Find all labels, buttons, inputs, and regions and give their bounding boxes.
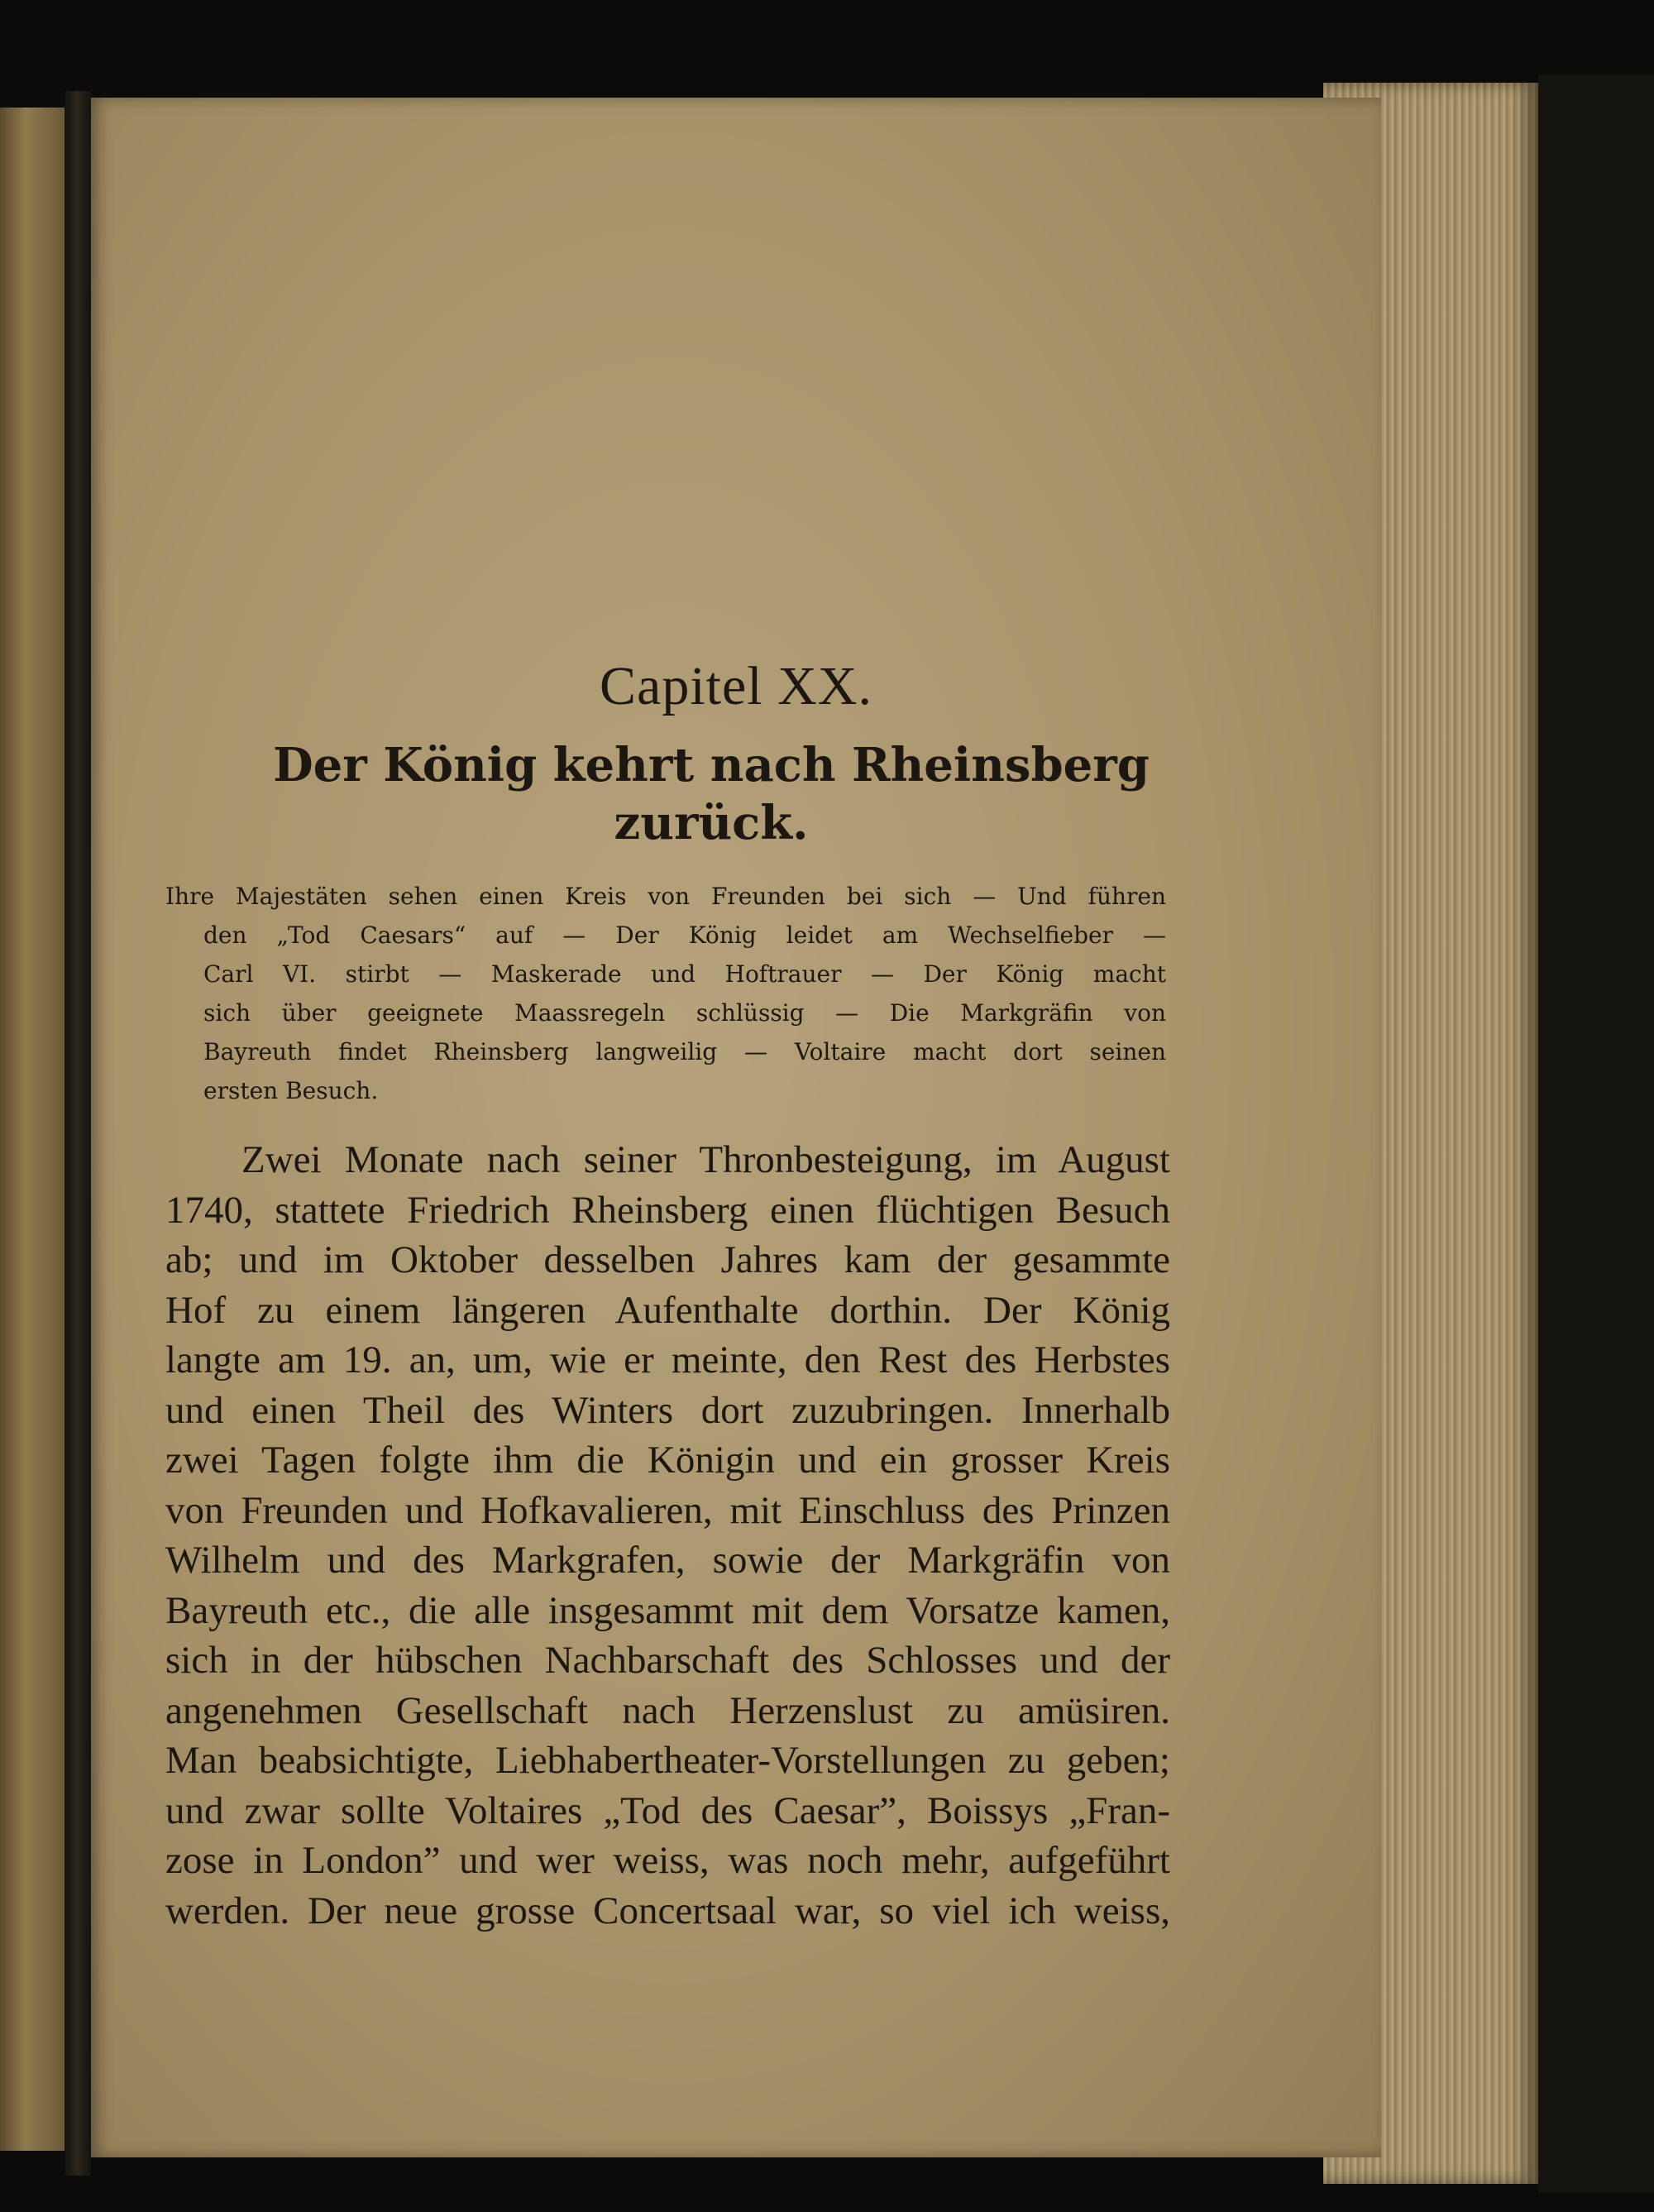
chapter-label: Capitel XX. bbox=[600, 656, 872, 716]
body-text bbox=[165, 1135, 1170, 1936]
summary-line: Ihre Majestäten sehen einen Kreis von Freunden bei sich — Und führen bbox=[165, 883, 1166, 910]
body-line: sich in der hübschen Nachbarschaft des Schlosses und der bbox=[165, 1639, 1170, 1682]
chapter-title: Der König kehrt nach Rheinsberg zurück. bbox=[273, 738, 1150, 850]
chapter-summary bbox=[165, 877, 1166, 1110]
body-line: Bayreuth etc., die alle insgesammt mit dem Vorsatze kamen, bbox=[165, 1588, 1170, 1632]
body-line: Zwei Monate nach seiner Thronbesteigung, im August bbox=[241, 1138, 1170, 1181]
summary-line: Carl VI. stirbt — Maskerade und Hoftrauer — Der König macht bbox=[203, 960, 1166, 988]
summary-line: sich über geeignete Maassregeln schlüssig — Die Markgräfin von bbox=[203, 999, 1166, 1027]
body-line: Wilhelm und des Markgrafen, sowie der Markgräfin von bbox=[165, 1539, 1170, 1582]
previous-page-edge bbox=[0, 108, 65, 2151]
summary-line: den „Tod Caesars“ auf — Der König leidet am Wechselfieber — bbox=[203, 922, 1166, 949]
book-gutter bbox=[65, 91, 91, 2176]
body-line: werden. Der neue grosse Concertsaal war, so viel ich weiss, bbox=[165, 1889, 1170, 1932]
body-line: zose in London” und wer weiss, was noch mehr, aufgeführt bbox=[165, 1839, 1170, 1882]
body-line: angenehmen Gesellschaft nach Herzenslust zu amüsiren. bbox=[165, 1688, 1170, 1732]
body-line: von Freunden und Hofkavalieren, mit Einschluss des Prinzen bbox=[165, 1488, 1170, 1532]
page-content bbox=[165, 654, 1170, 1936]
body-line: langte am 19. an, um, wie er meinte, den Rest des Herbstes bbox=[165, 1338, 1170, 1381]
body-line: Man beabsichtigte, Liebhabertheater-Vorstellungen zu geben; bbox=[165, 1739, 1170, 1782]
body-line: und einen Theil des Winters dort zuzubringen. Innerhalb bbox=[165, 1388, 1170, 1432]
body-line: Hof zu einem längeren Aufenthalte dorthin. Der König bbox=[165, 1288, 1170, 1332]
book-cover bbox=[1538, 74, 1654, 2192]
body-line: zwei Tagen folgte ihm die Königin und ein grosser Kreis bbox=[165, 1439, 1170, 1482]
body-line: ab; und im Oktober desselben Jahres kam der gesammte bbox=[165, 1238, 1170, 1281]
summary-line: Bayreuth findet Rheinsberg langweilig — Voltaire macht dort seinen bbox=[203, 1038, 1166, 1065]
body-line: 1740, stattete Friedrich Rheinsberg einen flüchtigen Besuch bbox=[165, 1188, 1170, 1232]
body-line: und zwar sollte Voltaires „Tod des Caesar”, Boissys „Fran- bbox=[165, 1788, 1170, 1832]
summary-line: ersten Besuch. bbox=[203, 1077, 379, 1104]
